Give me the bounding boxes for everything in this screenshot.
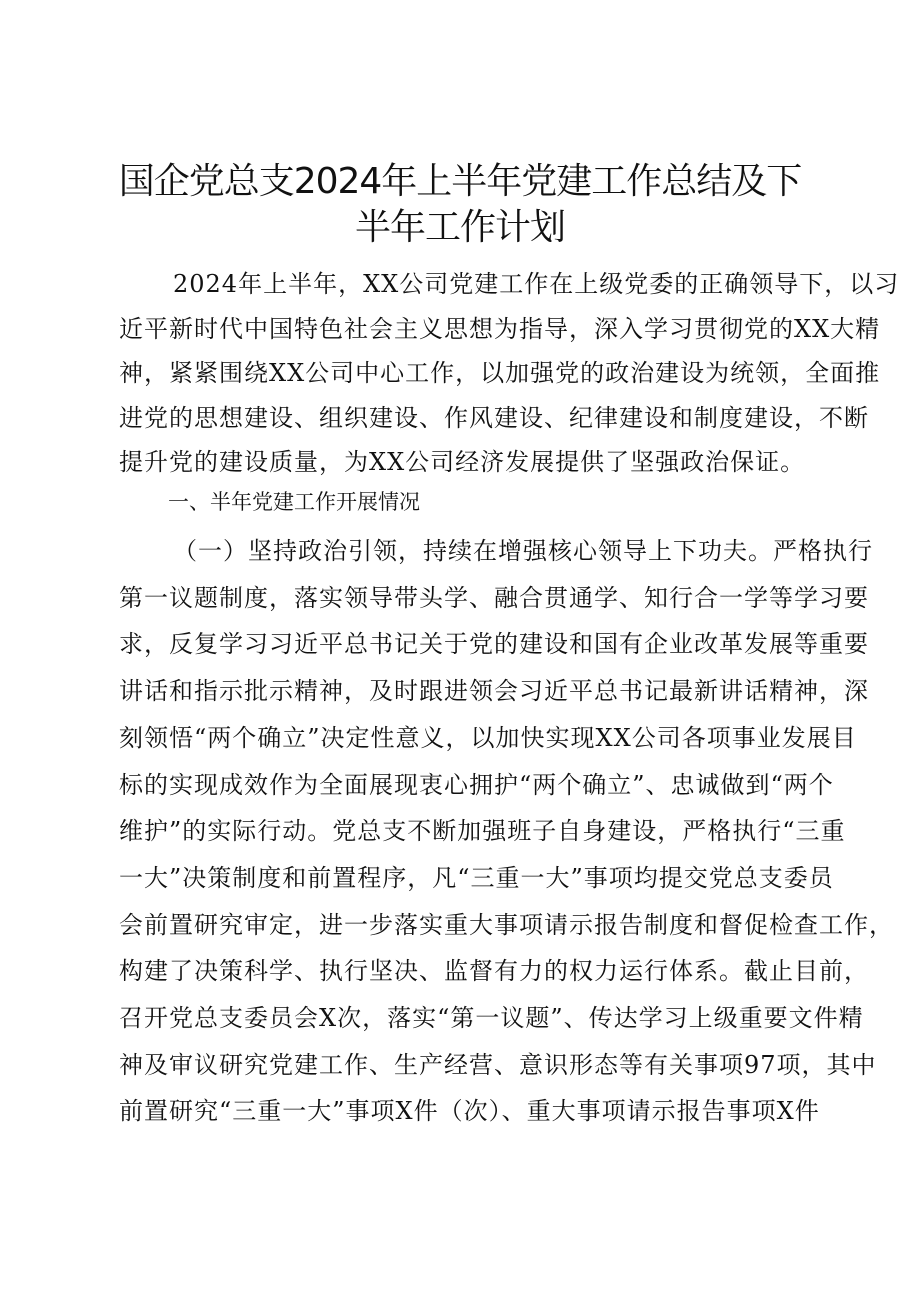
body-line: 构建了决策科学、执行坚决、监督有力的权力运行体系。截止目前， bbox=[119, 957, 869, 986]
intro-line: 2024年上半年，XX公司党建工作在上级党委的正确领导下，以习 bbox=[173, 270, 900, 298]
body-line: （一）坚持政治引领，持续在增强核心领导上下功夫。严格执行 bbox=[173, 537, 873, 565]
intro-paragraph bbox=[119, 262, 900, 485]
body-paragraph bbox=[119, 528, 894, 1135]
body-line: 前置研究“三重一大”事项X件（次）、重大事项请示报告事项X件 bbox=[119, 1097, 820, 1126]
document-title-line-1: 国企党总支2024年上半年党建工作总结及下 bbox=[118, 161, 802, 202]
section-heading: 一、半年党建工作开展情况 bbox=[168, 490, 420, 514]
body-line: 标的实现成效作为全面展现衷心拥护“两个确立”、忠诚做到“两个 bbox=[119, 770, 834, 799]
body-line: 第一议题制度，落实领导带头学、融合贯通学、知行合一学等学习要 bbox=[119, 583, 869, 612]
intro-line: 近平新时代中国特色社会主义思想为指导，深入学习贯彻党的XX大精 bbox=[119, 314, 881, 343]
body-line: 求，反复学习习近平总书记关于党的建设和国有企业改革发展等重要 bbox=[119, 630, 869, 659]
body-line: 会前置研究审定，进一步落实重大事项请示报告制度和督促检查工作， bbox=[119, 910, 894, 939]
intro-line: 神，紧紧围绕XX公司中心工作，以加强党的政治建设为统领，全面推 bbox=[119, 359, 881, 387]
body-line: 召开党总支委员会X次，落实“第一议题”、传达学习上级重要文件精 bbox=[119, 1004, 864, 1033]
body-line: 维护”的实际行动。党总支不断加强班子自身建设，严格执行“三重 bbox=[119, 817, 846, 846]
body-line: 神及审议研究党建工作、生产经营、意识形态等有关事项97项，其中 bbox=[119, 1050, 877, 1079]
document-title-line-2: 半年工作计划 bbox=[354, 207, 565, 248]
intro-line: 提升党的建设质量，为XX公司经济发展提供了坚强政治保证。 bbox=[119, 448, 806, 476]
body-line: 刻领悟“两个确立”决定性意义，以加快实现XX公司各项事业发展目 bbox=[119, 723, 857, 752]
body-line: 一大”决策制度和前置程序，凡“三重一大”事项均提交党总支委员 bbox=[119, 863, 834, 892]
intro-line: 进党的思想建设、组织建设、作风建设、纪律建设和制度建设，不断 bbox=[119, 403, 869, 432]
body-line: 讲话和指示批示精神，及时跟进领会习近平总书记最新讲话精神，深 bbox=[119, 677, 869, 706]
